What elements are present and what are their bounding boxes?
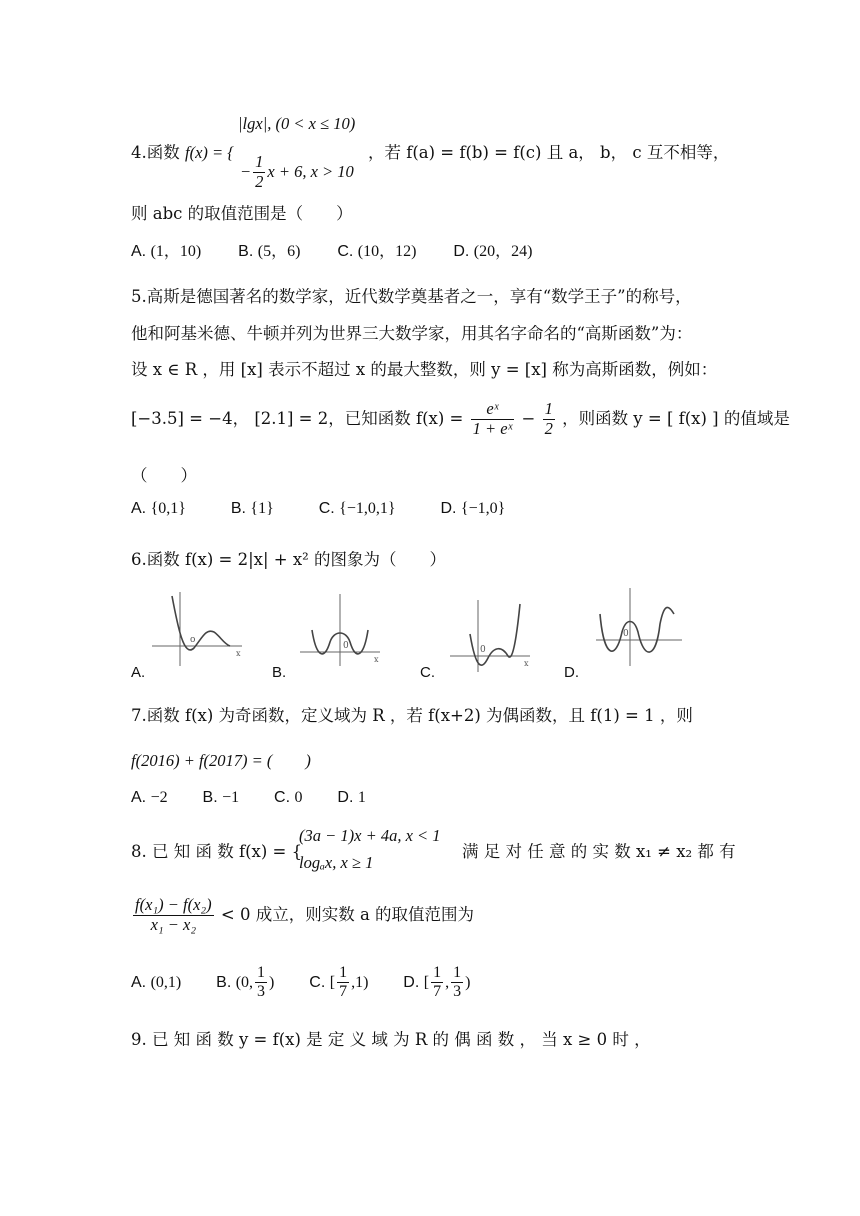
q6-option-a[interactable] [131,664,145,681]
q7-option-b-value: −1 [222,789,240,806]
q4-condition [368,139,729,163]
q5-line4 [131,400,790,439]
q4-line1 [131,139,234,163]
q7-option-b[interactable] [203,789,240,806]
q8-option-c[interactable] [309,964,369,1001]
q5-line3 [131,356,717,380]
q8-c-den: 7 [339,983,348,1001]
svg-text:0: 0 [623,629,629,639]
q5-frac-half [543,400,555,439]
q4-option-b[interactable] [238,243,300,260]
q8-piecewise-bottom [299,853,373,873]
q7-options [131,789,366,807]
q4-option-c[interactable] [337,243,416,260]
q5-option-c-label: C. [318,500,335,517]
svg-text:o: o [190,635,196,645]
q7-option-c-label: C. [274,789,291,806]
q8-frac-num: f(x₁) − f(x₂) [135,895,212,914]
q8-option-b-pre: (0, [235,974,254,992]
q4-cond-text: ，若 f(a) = f(b) = f(c) 且 a， b， c 互不相等， [368,143,730,162]
q4-question-text: 则 abc 的取值范围是（ ） [131,204,353,223]
q6-option-b[interactable] [272,664,286,681]
q6-option-d-label: D. [564,664,579,681]
q5-option-b-value: {1} [250,500,274,517]
q8-option-a[interactable] [131,974,181,991]
q8-b-num: 1 [257,964,266,981]
q5-frac2-num: 1 [544,399,553,418]
q5-option-c-value: {−1,0,1} [339,500,396,517]
q5-option-c[interactable] [319,500,396,517]
q5-frac1-den: 1 + eˣ [472,418,513,438]
q4-piece2-frac [253,153,265,192]
q5-option-a-value: {0,1} [150,500,186,517]
q8-d-num2: 1 [453,964,462,981]
svg-text:x: x [374,655,379,664]
q5-text-3: 设 x ∈ R ，用 [x] 表示不超过 x 的最大整数，则 y = [x] 称为高斯函数，例如： [131,360,718,379]
q8-condition [462,838,736,862]
q4-option-c-label: C. [337,243,354,260]
q6-graph-b[interactable] [298,590,383,668]
q8-line2 [131,896,474,935]
q7-option-c[interactable] [274,789,302,806]
q8-option-d-mid: , [445,974,450,992]
q4-option-c-value: (10，12) [357,243,417,260]
q5-option-d[interactable] [440,500,505,517]
q4-option-a[interactable] [131,243,201,260]
q4-frac-num: 1 [255,152,264,171]
q8-option-c-label: C. [309,974,326,992]
q8-piece1: (3a − 1)x + 4a, x < 1 [299,826,441,845]
q5-option-a[interactable] [131,500,186,517]
q4-intro: 函数 [146,143,180,162]
svg-text:0: 0 [343,641,349,651]
q8-option-c-post: ,1) [351,974,369,992]
q5-minus: − [521,408,536,428]
q8-piece2: logₐx, x ≥ 1 [299,853,374,872]
q5-frac2-den: 2 [544,418,553,438]
q8-option-d-frac1 [431,964,443,1002]
q6-option-a-label: A. [131,664,146,681]
q8-piecewise-top [299,826,441,846]
q7-option-b-label: B. [202,789,218,806]
svg-text:x: x [524,659,529,668]
q5-paren [131,462,197,486]
q5-frac1-num: eˣ [486,399,499,418]
q5-answer-blank: （ ） [131,466,197,485]
q8-line1 [131,838,302,862]
q8-post: 满 足 对 任 意 的 实 数 x₁ ≠ x₂ 都 有 [462,842,736,861]
q7-option-d-label: D. [337,789,354,806]
q8-option-d-label: D. [403,974,420,992]
q8-frac-den: x₁ − x₂ [133,915,214,935]
q7-line2 [131,747,311,771]
q4-option-b-label: B. [238,243,254,260]
q8-option-b-label: B. [216,974,232,992]
q6-text: 6.函数 f(x) = 2|x| + x² 的图象为（ ） [131,550,446,569]
graph-a-figure [150,588,245,668]
q7-option-a[interactable] [131,789,168,806]
q7-option-a-value: −2 [150,789,168,806]
q6-option-c-label: C. [420,664,435,681]
q4-number: 4. [131,143,147,162]
q6-option-b-label: B. [272,664,287,681]
q4-option-a-label: A. [131,243,147,260]
q8-pre: 8. 已 知 函 数 f(x) = { [131,842,303,861]
q9-text: 9. 已 知 函 数 y = f(x) 是 定 义 域 为 R 的 偶 函 数 ， 当 x ≥ 0 时 ， [131,1030,651,1049]
q4-option-d-label: D. [453,243,470,260]
q5-frac-exp [471,400,515,439]
q8-option-d[interactable] [403,964,471,1001]
q8-option-c-frac [337,964,349,1002]
q4-fx: f(x) = { [185,143,234,162]
q8-option-d-pre: [ [423,974,430,992]
q8-option-c-pre: [ [329,974,336,992]
q5-line4-post: ，则函数 y = [ f(x) ] 的值域是 [562,408,790,428]
q4-piecewise-top [238,114,355,134]
svg-text:0: 0 [480,645,486,655]
q8-b-den: 3 [257,983,266,1001]
q8-option-d-frac2 [451,964,463,1002]
q6-graph-a[interactable] [150,588,245,668]
q8-options [131,964,470,1002]
graph-b-figure [298,590,383,668]
q4-piece2-minus: − [240,161,252,181]
q7-text-2: f(2016) + f(2017) = ( ) [131,751,311,770]
q7-option-d-value: 1 [357,789,366,806]
q8-frac [133,896,214,935]
q8-d-den2: 3 [453,983,462,1001]
q5-line4-pre: [−3.5] = −4， [2.1] = 2，已知函数 f(x) = [131,408,464,428]
q7-text-1: 7.函数 f(x) 为奇函数，定义域为 R ，若 f(x+2) 为偶函数，且 f(1) = 1 ，则 [131,706,693,725]
q4-option-a-value: (1，10) [150,243,202,260]
q4-piece2 [240,153,354,192]
q8-d-den: 7 [433,983,442,1001]
graph-d-figure [594,584,684,668]
q8-d-num: 1 [433,964,442,981]
graph-c-figure [448,594,533,674]
q5-text-1: 5.高斯是德国著名的数学家，近代数学奠基者之一，享有“数学王子”的称号， [131,287,692,306]
q7-line1 [131,702,693,726]
q4-frac-den: 2 [255,171,264,191]
q7-option-c-value: 0 [294,789,303,806]
q6-graph-d[interactable] [594,584,684,668]
q8-option-a-label: A. [131,974,147,992]
q4-piece1: |lgx|, (0 < x ≤ 10) [238,114,356,133]
q4-option-d[interactable] [453,243,532,260]
q5-line1 [131,283,692,307]
q8-option-d-post: ) [465,974,471,992]
q8-line2-post: < 0 成立，则实数 a 的取值范围为 [220,904,475,924]
q8-option-b-post: ) [269,974,275,992]
q5-option-a-label: A. [131,500,147,517]
q5-options [131,500,505,518]
q5-option-d-label: D. [440,500,457,517]
q4-options [131,238,532,261]
svg-text:x: x [236,649,241,658]
q4-option-b-value: (5，6) [257,243,301,260]
q5-option-d-value: {−1,0} [460,500,506,517]
q8-option-b-frac [255,964,267,1002]
q9-line [131,1026,651,1050]
q5-option-b[interactable] [231,500,274,517]
q5-option-b-label: B. [230,500,246,517]
q6-line [131,546,446,570]
q5-text-2: 他和阿基米德、牛顿并列为世界三大数学家，用其名字命名的“高斯函数”为： [131,324,693,343]
q8-c-num: 1 [339,964,348,981]
q6-option-d[interactable] [564,664,579,681]
q6-graph-c[interactable] [448,594,533,674]
q7-option-d[interactable] [337,789,365,806]
q5-line2 [131,320,692,344]
q8-option-b[interactable] [216,964,275,1001]
q4-piece2-rest: x + 6, x > 10 [267,161,354,181]
q8-option-a-value: (0,1) [150,974,182,992]
q4-option-d-value: (20，24) [473,243,533,260]
q4-line2 [131,200,353,224]
q7-option-a-label: A. [131,789,147,806]
q6-option-c[interactable] [420,664,435,681]
